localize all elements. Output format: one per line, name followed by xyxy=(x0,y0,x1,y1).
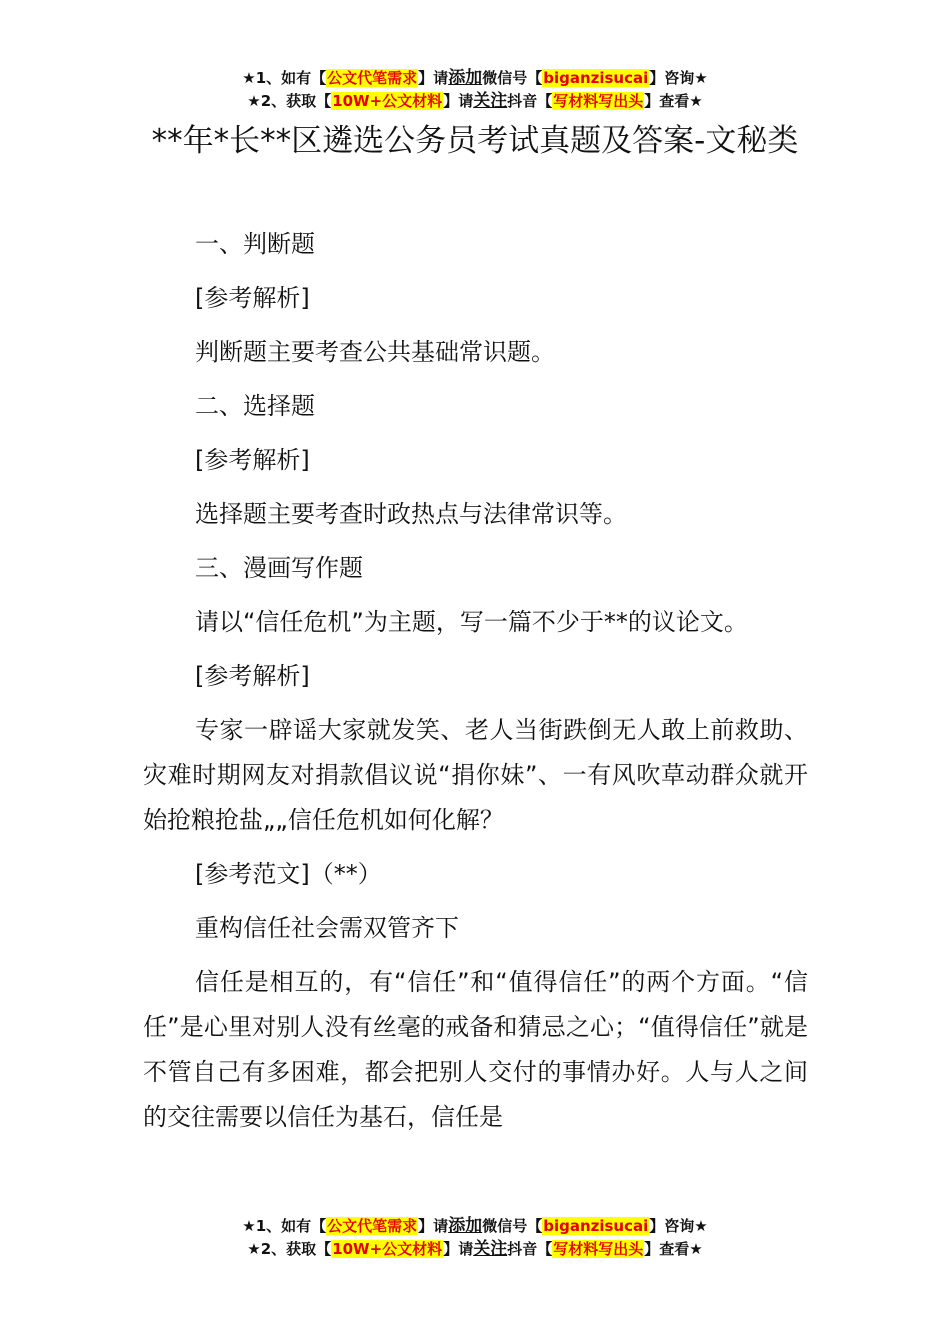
underlined-text: 添加 xyxy=(448,68,483,88)
highlight-text: 10W+公文材料 xyxy=(332,92,443,110)
reference-essay-label: [参考范文]（**） xyxy=(195,860,382,888)
highlight-text: 公文代笔需求 xyxy=(327,1217,418,1235)
highlight-text: 10W+公文材料 xyxy=(332,1240,443,1258)
paragraph: 判断题主要考查公共基础常识题。 xyxy=(195,338,555,366)
section-heading-writing: 三、漫画写作题 xyxy=(195,554,363,582)
paragraph: 请以“信任危机”为主题，写一篇不少于**的议论文。 xyxy=(195,608,748,636)
document-title: **年*长**区遴选公务员考试真题及答案-文秘类 xyxy=(151,123,799,159)
paragraph: 信任是相互的，有“信任”和“值得信任”的两个方面。“信任”是心里对别人没有丝毫的戒备和猜忌之心；“值得信任”就是不管自己有多困难，都会把别人交付的事情办好。人与人之间的交往需要以信任为基石，信任是 xyxy=(143,968,808,1131)
reference-analysis-label: [参考解析] xyxy=(195,284,310,312)
promo-banner-top xyxy=(0,67,950,113)
section-heading-judgment: 一、判断题 xyxy=(195,230,315,258)
reference-analysis-label: [参考解析] xyxy=(195,446,310,474)
highlight-text: biganzisucai xyxy=(543,1217,649,1235)
promo-banner-bottom xyxy=(0,1215,950,1261)
promo-line-1: ★1、如有【公文代笔需求】请添加微信号【biganzisucai】咨询★ xyxy=(242,68,708,88)
document-body xyxy=(143,222,808,1149)
underlined-text: 关注 xyxy=(473,1239,508,1259)
highlight-text: 写材料写出头 xyxy=(553,1240,644,1258)
promo-line-2: ★2、获取【10W+公文材料】请关注抖音【写材料写出头】查看★ xyxy=(247,1239,703,1259)
highlight-text: biganzisucai xyxy=(543,69,649,87)
essay-title: 重构信任社会需双管齐下 xyxy=(195,914,459,942)
section-heading-choice: 二、选择题 xyxy=(195,392,315,420)
promo-line-1: ★1、如有【公文代笔需求】请添加微信号【biganzisucai】咨询★ xyxy=(242,1216,708,1236)
highlight-text: 公文代笔需求 xyxy=(327,69,418,87)
underlined-text: 关注 xyxy=(473,91,508,111)
promo-line-2: ★2、获取【10W+公文材料】请关注抖音【写材料写出头】查看★ xyxy=(247,91,703,111)
paragraph: 专家一辟谣大家就发笑、老人当街跌倒无人敢上前救助、灾难时期网友对捐款倡议说“捐你妹”、一有风吹草动群众就开始抢粮抢盐„„信任危机如何化解？ xyxy=(143,716,808,834)
reference-analysis-label: [参考解析] xyxy=(195,662,310,690)
underlined-text: 添加 xyxy=(448,1216,483,1236)
paragraph: 选择题主要考查时政热点与法律常识等。 xyxy=(195,500,627,528)
highlight-text: 写材料写出头 xyxy=(553,92,644,110)
